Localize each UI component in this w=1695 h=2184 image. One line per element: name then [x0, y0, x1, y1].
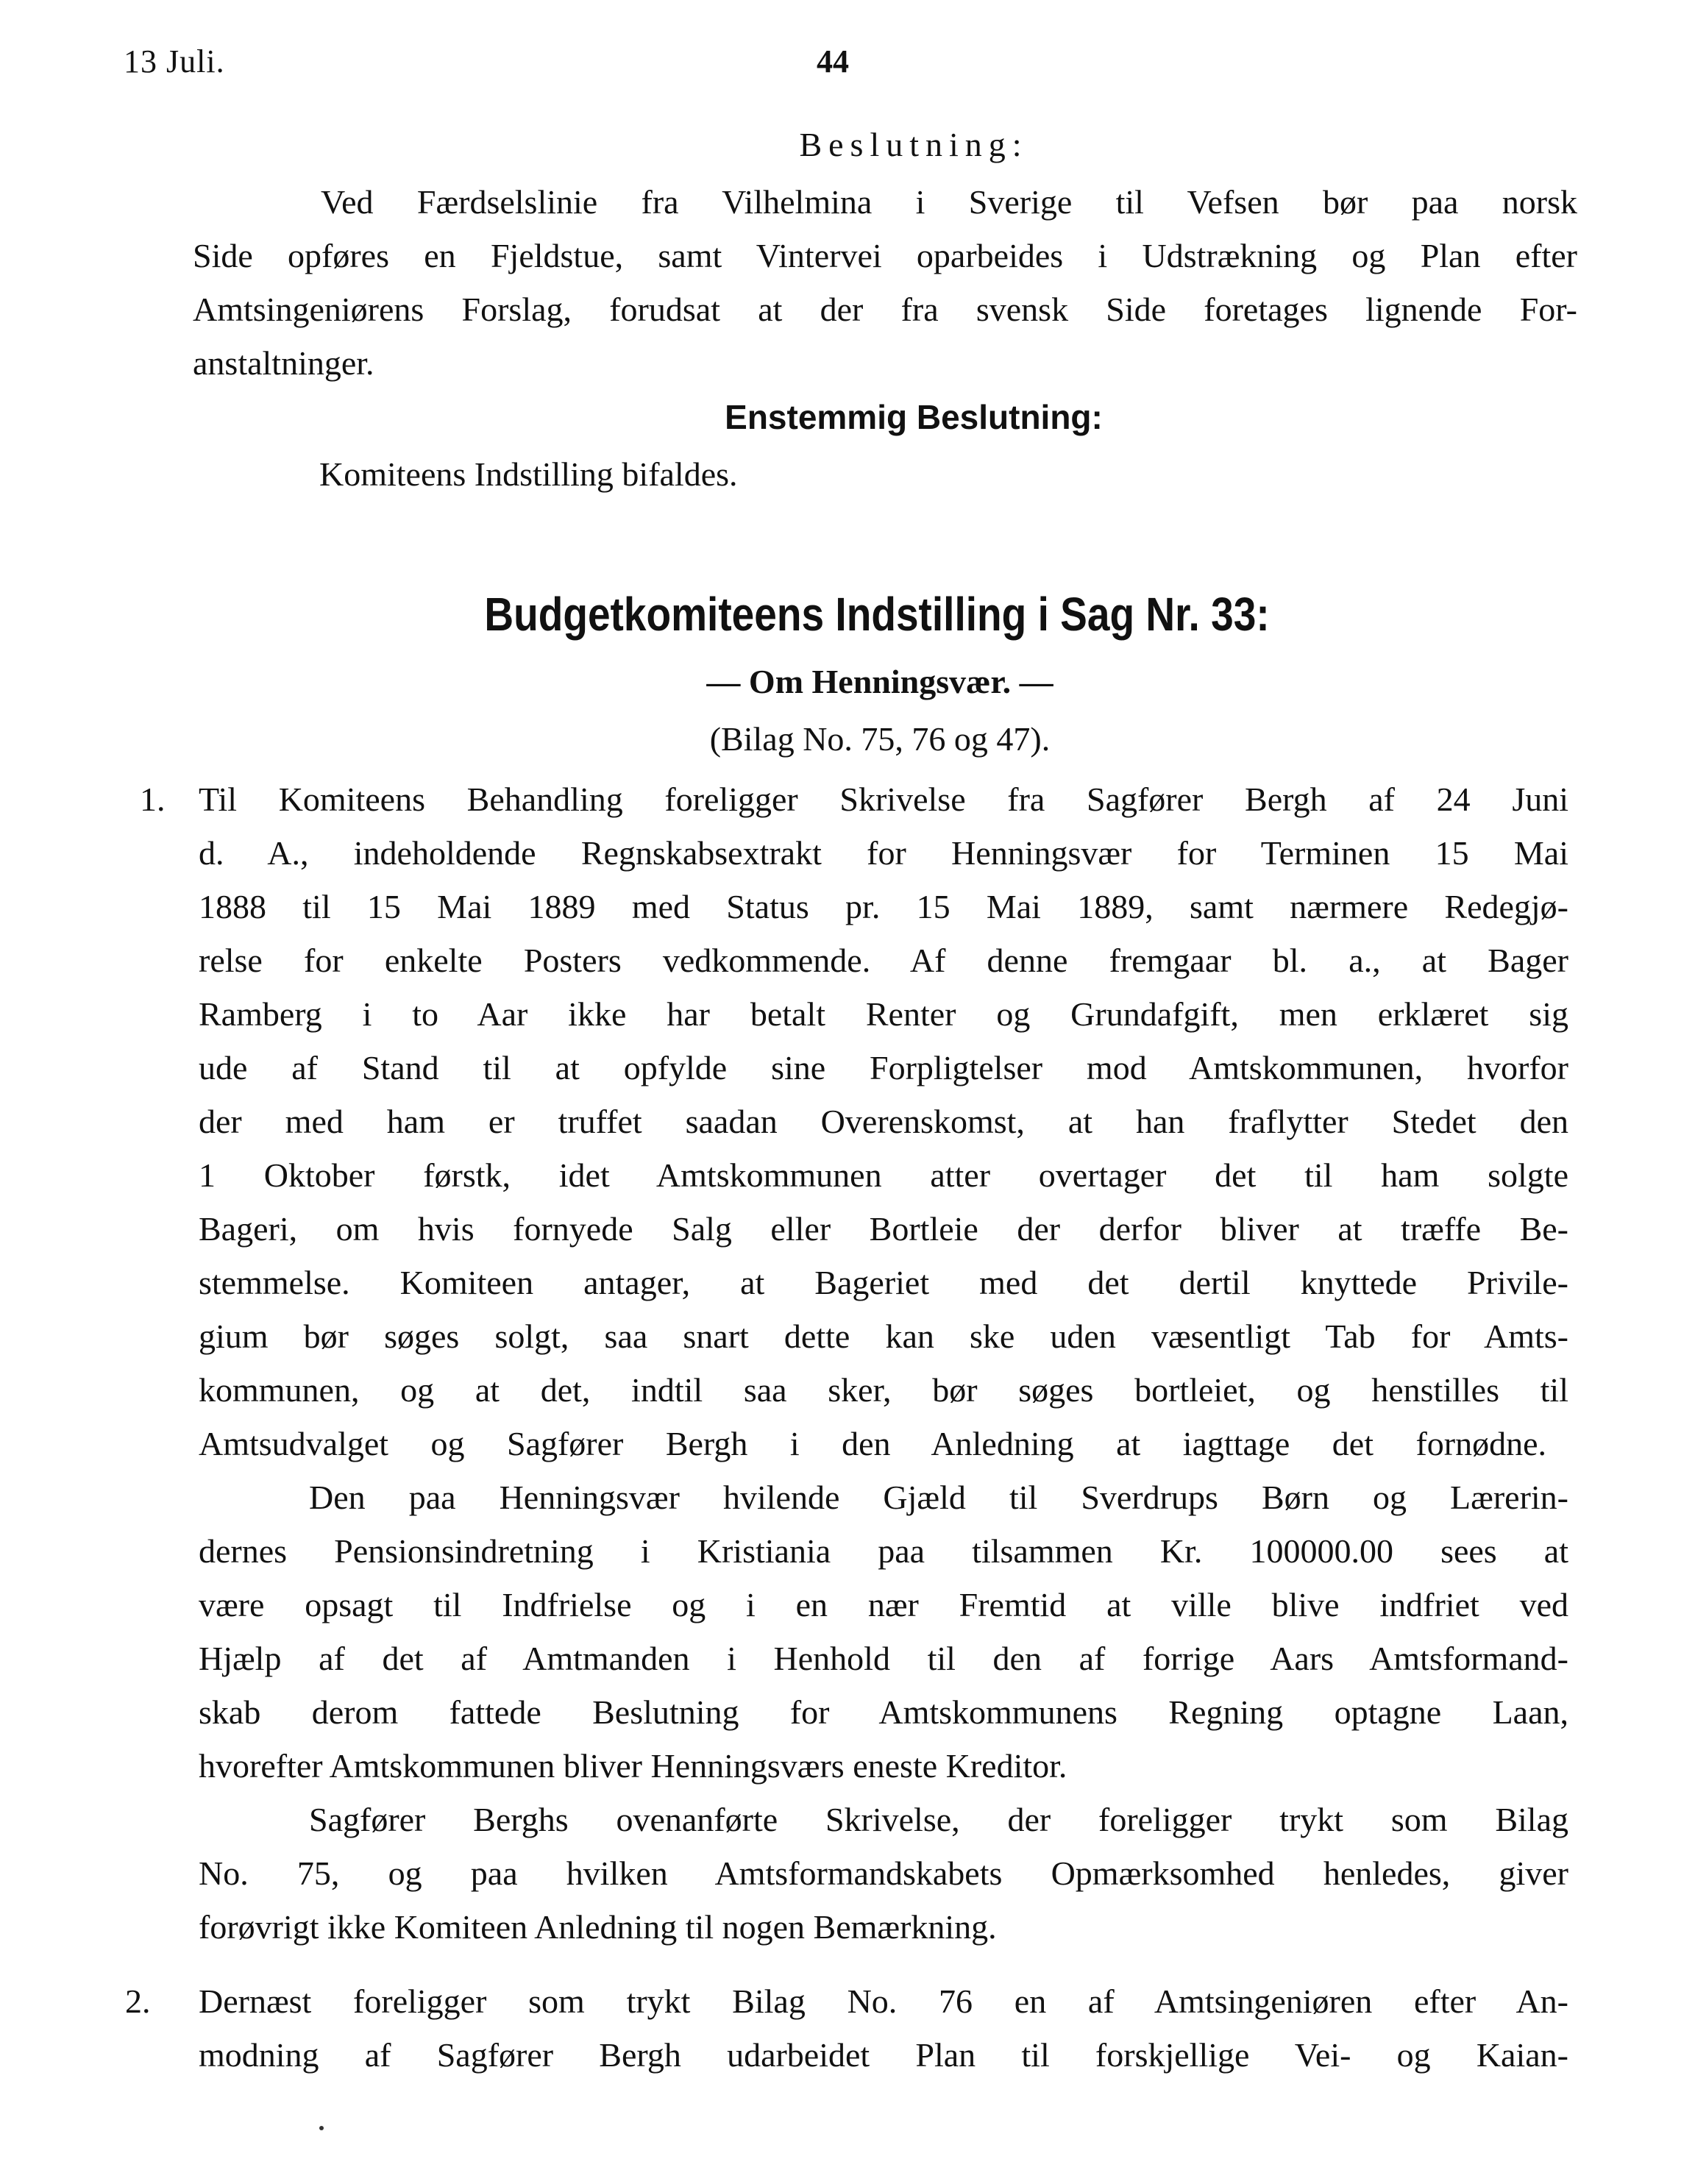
- text-line: være opsagt til Indfrielse og i en nær Fremtid at ville blive indfriet ved: [199, 1586, 1568, 1623]
- section-bilag: (Bilag No. 75, 76 og 47).: [709, 720, 1051, 758]
- text-line: No. 75, og paa hvilken Amtsformandskabets Opmærksomhed henledes, giver: [199, 1854, 1568, 1892]
- text-line: d. A., indeholdende Regnskabsextrakt for Henningsvær for Terminen 15 Mai: [199, 834, 1568, 872]
- text-line: relse for enkelte Posters vedkommende. Af denne fremgaar bl. a., at Bager: [199, 942, 1568, 979]
- enstemmig-text: [319, 447, 1688, 501]
- text-line: hvorefter Amtskommunen bliver Henningsværs eneste Kreditor.: [199, 1747, 1067, 1785]
- text-line: Side opføres en Fjeldstue, samt Vintervei oparbeides i Udstrækning og Plan efter: [193, 237, 1577, 274]
- text-line: dernes Pensionsindretning i Kristiania paa tilsammen Kr. 100000.00 sees at: [199, 1532, 1568, 1570]
- beslutning-heading: Beslutning:: [799, 126, 1028, 163]
- text-line: Hjælp af det af Amtmanden i Henhold til den af forrige Aars Amtsformand-: [199, 1640, 1568, 1677]
- text-line: stemmelse. Komiteen antager, at Bageriet med det dertil knyttede Privile-: [199, 1264, 1568, 1301]
- text-line: 1 Oktober førstk, idet Amtskommunen atter overtager det til ham solgte: [199, 1156, 1568, 1194]
- text-line: kommunen, og at det, indtil saa sker, bør søges bortleiet, og henstilles til: [199, 1371, 1568, 1409]
- text-line: skab derom fattede Beslutning for Amtskommunens Regning optagne Laan,: [199, 1693, 1568, 1731]
- text-line: der med ham er truffet saadan Overenskomst, at han fraflytter Stedet den: [199, 1103, 1568, 1140]
- text-line: Sagfører Berghs ovenanførte Skrivelse, der foreligger trykt som Bilag: [309, 1801, 1568, 1838]
- text-line: Ramberg i to Aar ikke har betalt Renter og Grundafgift, men erklæret sig: [199, 995, 1568, 1033]
- text-line: Komiteens Indstilling bifaldes.: [319, 455, 738, 493]
- text-line: 1888 til 15 Mai 1889 med Status pr. 15 Mai 1889, samt nærmere Redegjø-: [199, 888, 1568, 925]
- enstemmig-heading: Enstemmig Beslutning:: [725, 398, 1103, 436]
- text-line: forøvrigt ikke Komiteen Anledning til nogen Bemærkning.: [199, 1908, 997, 1946]
- text-line: Ved Færdselslinie fra Vilhelmina i Sverige til Vefsen bør paa norsk: [321, 183, 1577, 221]
- text-line: Den paa Henningsvær hvilende Gjæld til Sverdrups Børn og Lærerin-: [309, 1479, 1568, 1516]
- text-line: anstaltninger.: [193, 344, 374, 382]
- text-line: Amtsudvalget og Sagfører Bergh i den Anledning at iagttage det fornødne.: [199, 1425, 1546, 1462]
- section-subtitle: — Om Henningsvær. —: [706, 663, 1053, 700]
- page-date: 13 Juli.: [124, 43, 225, 79]
- text-line: Til Komiteens Behandling foreligger Skrivelse fra Sagfører Bergh af 24 Juni: [199, 780, 1568, 818]
- print-speck: [319, 2126, 324, 2130]
- item-2-paragraph: [199, 1974, 1568, 2082]
- text-line: Bageri, om hvis fornyede Salg eller Bortleie der derfor bliver at træffe Be-: [199, 1210, 1568, 1248]
- page-number: 44: [817, 43, 849, 79]
- text-line: gium bør søges solgt, saa snart dette kan ske uden væsentligt Tab for Amts-: [199, 1317, 1568, 1355]
- text-line: ude af Stand til at opfylde sine Forpligtelser mod Amtskommunen, hvorfor: [199, 1049, 1568, 1086]
- section-title: Budgetkomiteens Indstilling i Sag Nr. 33:: [484, 588, 1270, 641]
- item-1-paragraph: [199, 772, 1568, 1954]
- beslutning-paragraph: [193, 175, 1577, 390]
- text-line: modning af Sagfører Bergh udarbeidet Plan til forskjellige Vei- og Kaian-: [199, 2036, 1568, 2074]
- item-number: 1.: [140, 780, 166, 818]
- item-number: 2.: [125, 1982, 151, 2020]
- text-line: Dernæst foreligger som trykt Bilag No. 76 en af Amtsingeniøren efter An-: [199, 1982, 1568, 2020]
- text-line: Amtsingeniørens Forslag, forudsat at der fra svensk Side foretages lignende For-: [193, 291, 1577, 328]
